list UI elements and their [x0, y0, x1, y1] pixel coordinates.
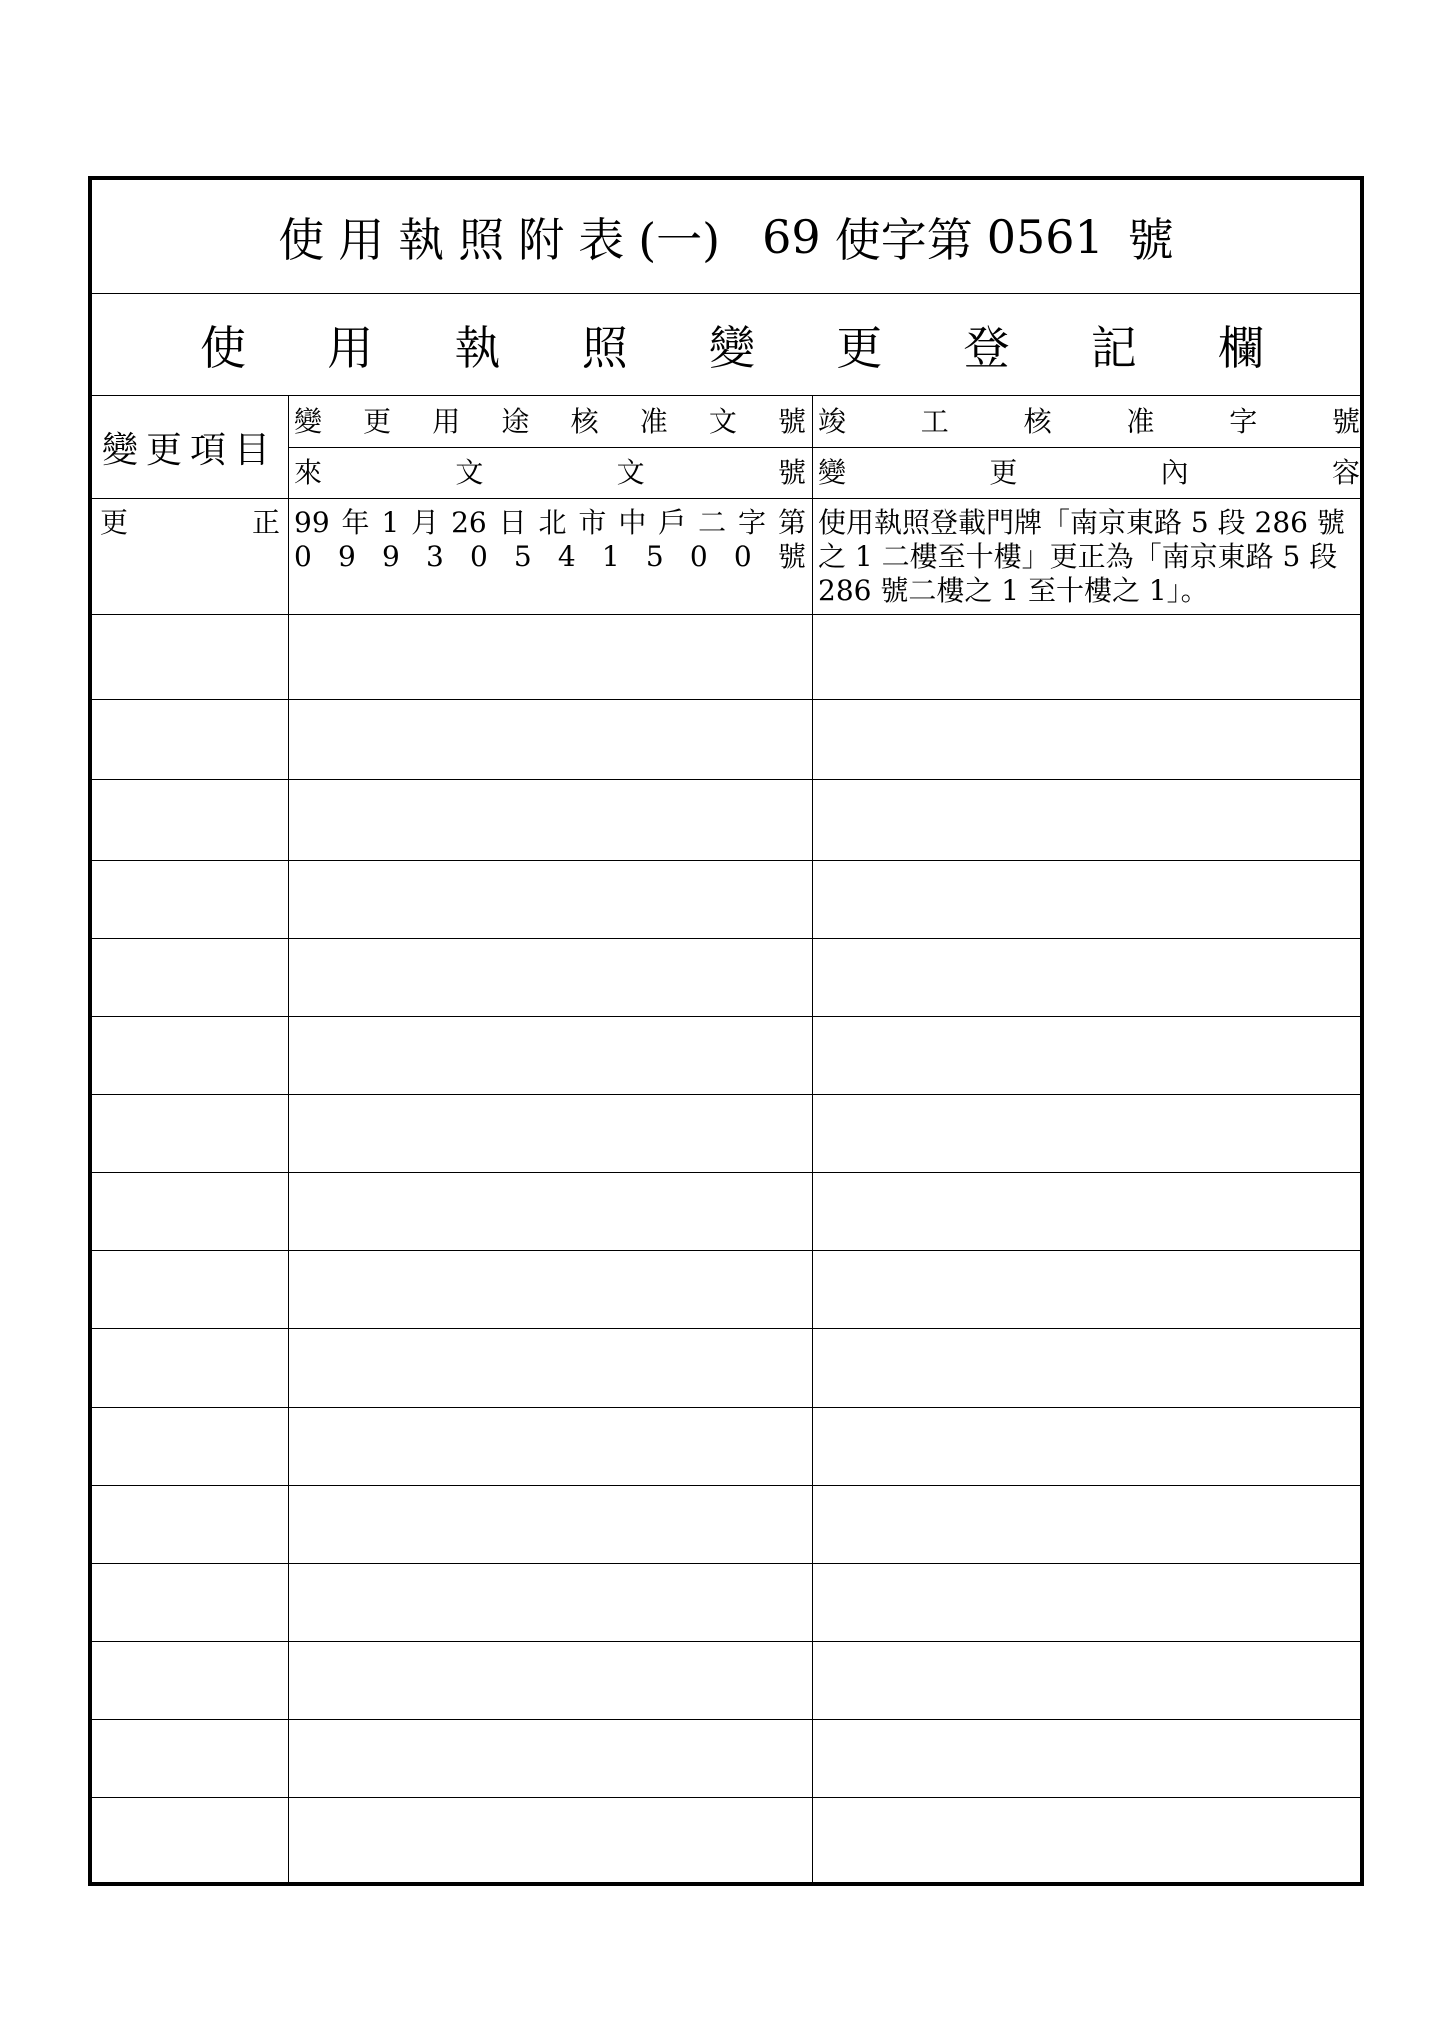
- entry-doc-char: 號: [777, 540, 806, 573]
- approval-doc-number-header: [294, 402, 806, 442]
- header-divider: [288, 447, 1364, 448]
- row-divider: [92, 699, 1364, 700]
- entry-doc-char: 0: [294, 540, 312, 573]
- subtitle-char: 記: [1090, 320, 1137, 375]
- entry-doc-char: 二: [698, 506, 727, 539]
- header-char: 容: [1331, 456, 1360, 489]
- subtitle-char: 登: [963, 320, 1010, 375]
- entry-doc-char: 月: [411, 506, 440, 539]
- header-char: 文: [708, 405, 737, 438]
- incoming-doc-number-header: [294, 453, 806, 493]
- header-char: 變: [818, 456, 847, 489]
- header-char: 用: [432, 405, 461, 438]
- change-content-header: [818, 453, 1360, 493]
- title-char: 0561: [986, 209, 1104, 264]
- header-char: 准: [639, 405, 668, 438]
- title-char: 號: [1127, 212, 1174, 267]
- entry-doc-char: 0: [469, 540, 488, 573]
- entry-doc-char: 字: [738, 506, 767, 539]
- row-divider: [92, 1016, 1364, 1017]
- header-char: 文: [455, 456, 484, 489]
- title-char: 使: [278, 212, 339, 267]
- subtitle-char: 執: [454, 320, 501, 375]
- entry-doc-char: 1: [601, 540, 620, 573]
- entry-doc-char: 5: [645, 540, 664, 573]
- title-char: (一): [638, 212, 721, 267]
- entry-doc-char: 9: [381, 540, 400, 573]
- entry-doc-char: 日: [498, 506, 527, 539]
- completion-approval-number-header: [818, 402, 1360, 442]
- entry-doc-char: 年: [341, 506, 370, 539]
- title-char: 照: [458, 212, 519, 267]
- entry-doc-char: 戶: [658, 506, 687, 539]
- header-char: 號: [777, 405, 806, 438]
- header-char: 更: [363, 405, 392, 438]
- entry-doc-char: 5: [513, 540, 532, 573]
- entry-doc-char: 北: [538, 506, 567, 539]
- change-item-header: 變更項目: [101, 429, 278, 471]
- row-divider: [92, 938, 1364, 939]
- entry-content-line: 使用執照登載門牌「南京東路 5 段 286 號: [818, 506, 1345, 539]
- column-divider: [812, 396, 813, 1882]
- subtitle-char: 變: [709, 320, 755, 375]
- entry-doc-line-1: [294, 506, 806, 540]
- row-divider: [92, 1328, 1364, 1329]
- entry-doc-char: 3: [425, 540, 444, 573]
- header-bottom-line: [92, 498, 1364, 499]
- header-char: 核: [570, 405, 599, 438]
- row-divider: [92, 1250, 1364, 1251]
- row-divider: [92, 1563, 1364, 1564]
- title-char: 執: [398, 212, 459, 267]
- entry-doc-char: 26: [451, 506, 487, 539]
- entry-doc-char: 第: [777, 506, 806, 539]
- subtitle-char: 使: [200, 320, 246, 375]
- header-char: 號: [1331, 405, 1360, 438]
- row-divider: [92, 779, 1364, 780]
- entry-doc-char: 0: [689, 540, 708, 573]
- title-char: 69: [762, 209, 821, 264]
- row-divider: [92, 1172, 1364, 1173]
- subtitle-char: 更: [836, 320, 883, 375]
- header-char: 核: [1023, 405, 1052, 438]
- entry-doc-char: 9: [337, 540, 356, 573]
- header-char: 變: [294, 405, 323, 438]
- subtitle-char: 欄: [1218, 320, 1264, 375]
- entry-content-line: 之 1 二樓至十樓」更正為「南京東路 5 段: [818, 540, 1338, 573]
- row-divider: [92, 1641, 1364, 1642]
- row-divider: [92, 1094, 1364, 1095]
- row-divider: [92, 1719, 1364, 1720]
- entry-item: [100, 506, 280, 540]
- row-divider: [92, 614, 1364, 615]
- entry-doc-line-2: [294, 540, 806, 574]
- title-char: 使字第: [834, 212, 973, 267]
- title-char: 用: [338, 212, 399, 267]
- header-char: 字: [1229, 405, 1258, 438]
- entry-item-char: 正: [251, 506, 280, 539]
- row-divider: [92, 1485, 1364, 1486]
- header-char: 更: [989, 456, 1018, 489]
- header-char: 工: [920, 405, 949, 438]
- header-char: 文: [616, 456, 645, 489]
- row-divider: [92, 1797, 1364, 1798]
- entry-doc-char: 0: [733, 540, 752, 573]
- subtitle-char: 用: [327, 320, 374, 375]
- row-divider: [92, 1407, 1364, 1408]
- header-char: 途: [501, 405, 530, 438]
- title-char: 附: [518, 212, 579, 267]
- title-char: 表: [578, 212, 639, 267]
- row-divider: [92, 860, 1364, 861]
- usage-permit-form: [88, 176, 1364, 1886]
- entry-doc-char: 4: [557, 540, 576, 573]
- form-title: [92, 180, 1360, 294]
- entry-content: [818, 506, 1360, 616]
- form-subtitle: [92, 294, 1360, 396]
- header-char: 內: [1160, 456, 1189, 489]
- entry-doc-char: 1: [381, 506, 400, 539]
- header-char: 來: [294, 456, 323, 489]
- header-char: 竣: [818, 405, 847, 438]
- entry-content-line: 286 號二樓之 1 至十樓之 1」。: [818, 574, 1209, 607]
- header-char: 准: [1126, 405, 1155, 438]
- entry-item-char: 更: [100, 506, 129, 539]
- entry-doc-char: 中: [618, 506, 647, 539]
- header-char: 號: [777, 456, 806, 489]
- entry-doc-char: 市: [578, 506, 607, 539]
- column-divider: [288, 396, 289, 1882]
- subtitle-char: 照: [581, 320, 628, 375]
- entry-doc-char: 99: [294, 506, 330, 539]
